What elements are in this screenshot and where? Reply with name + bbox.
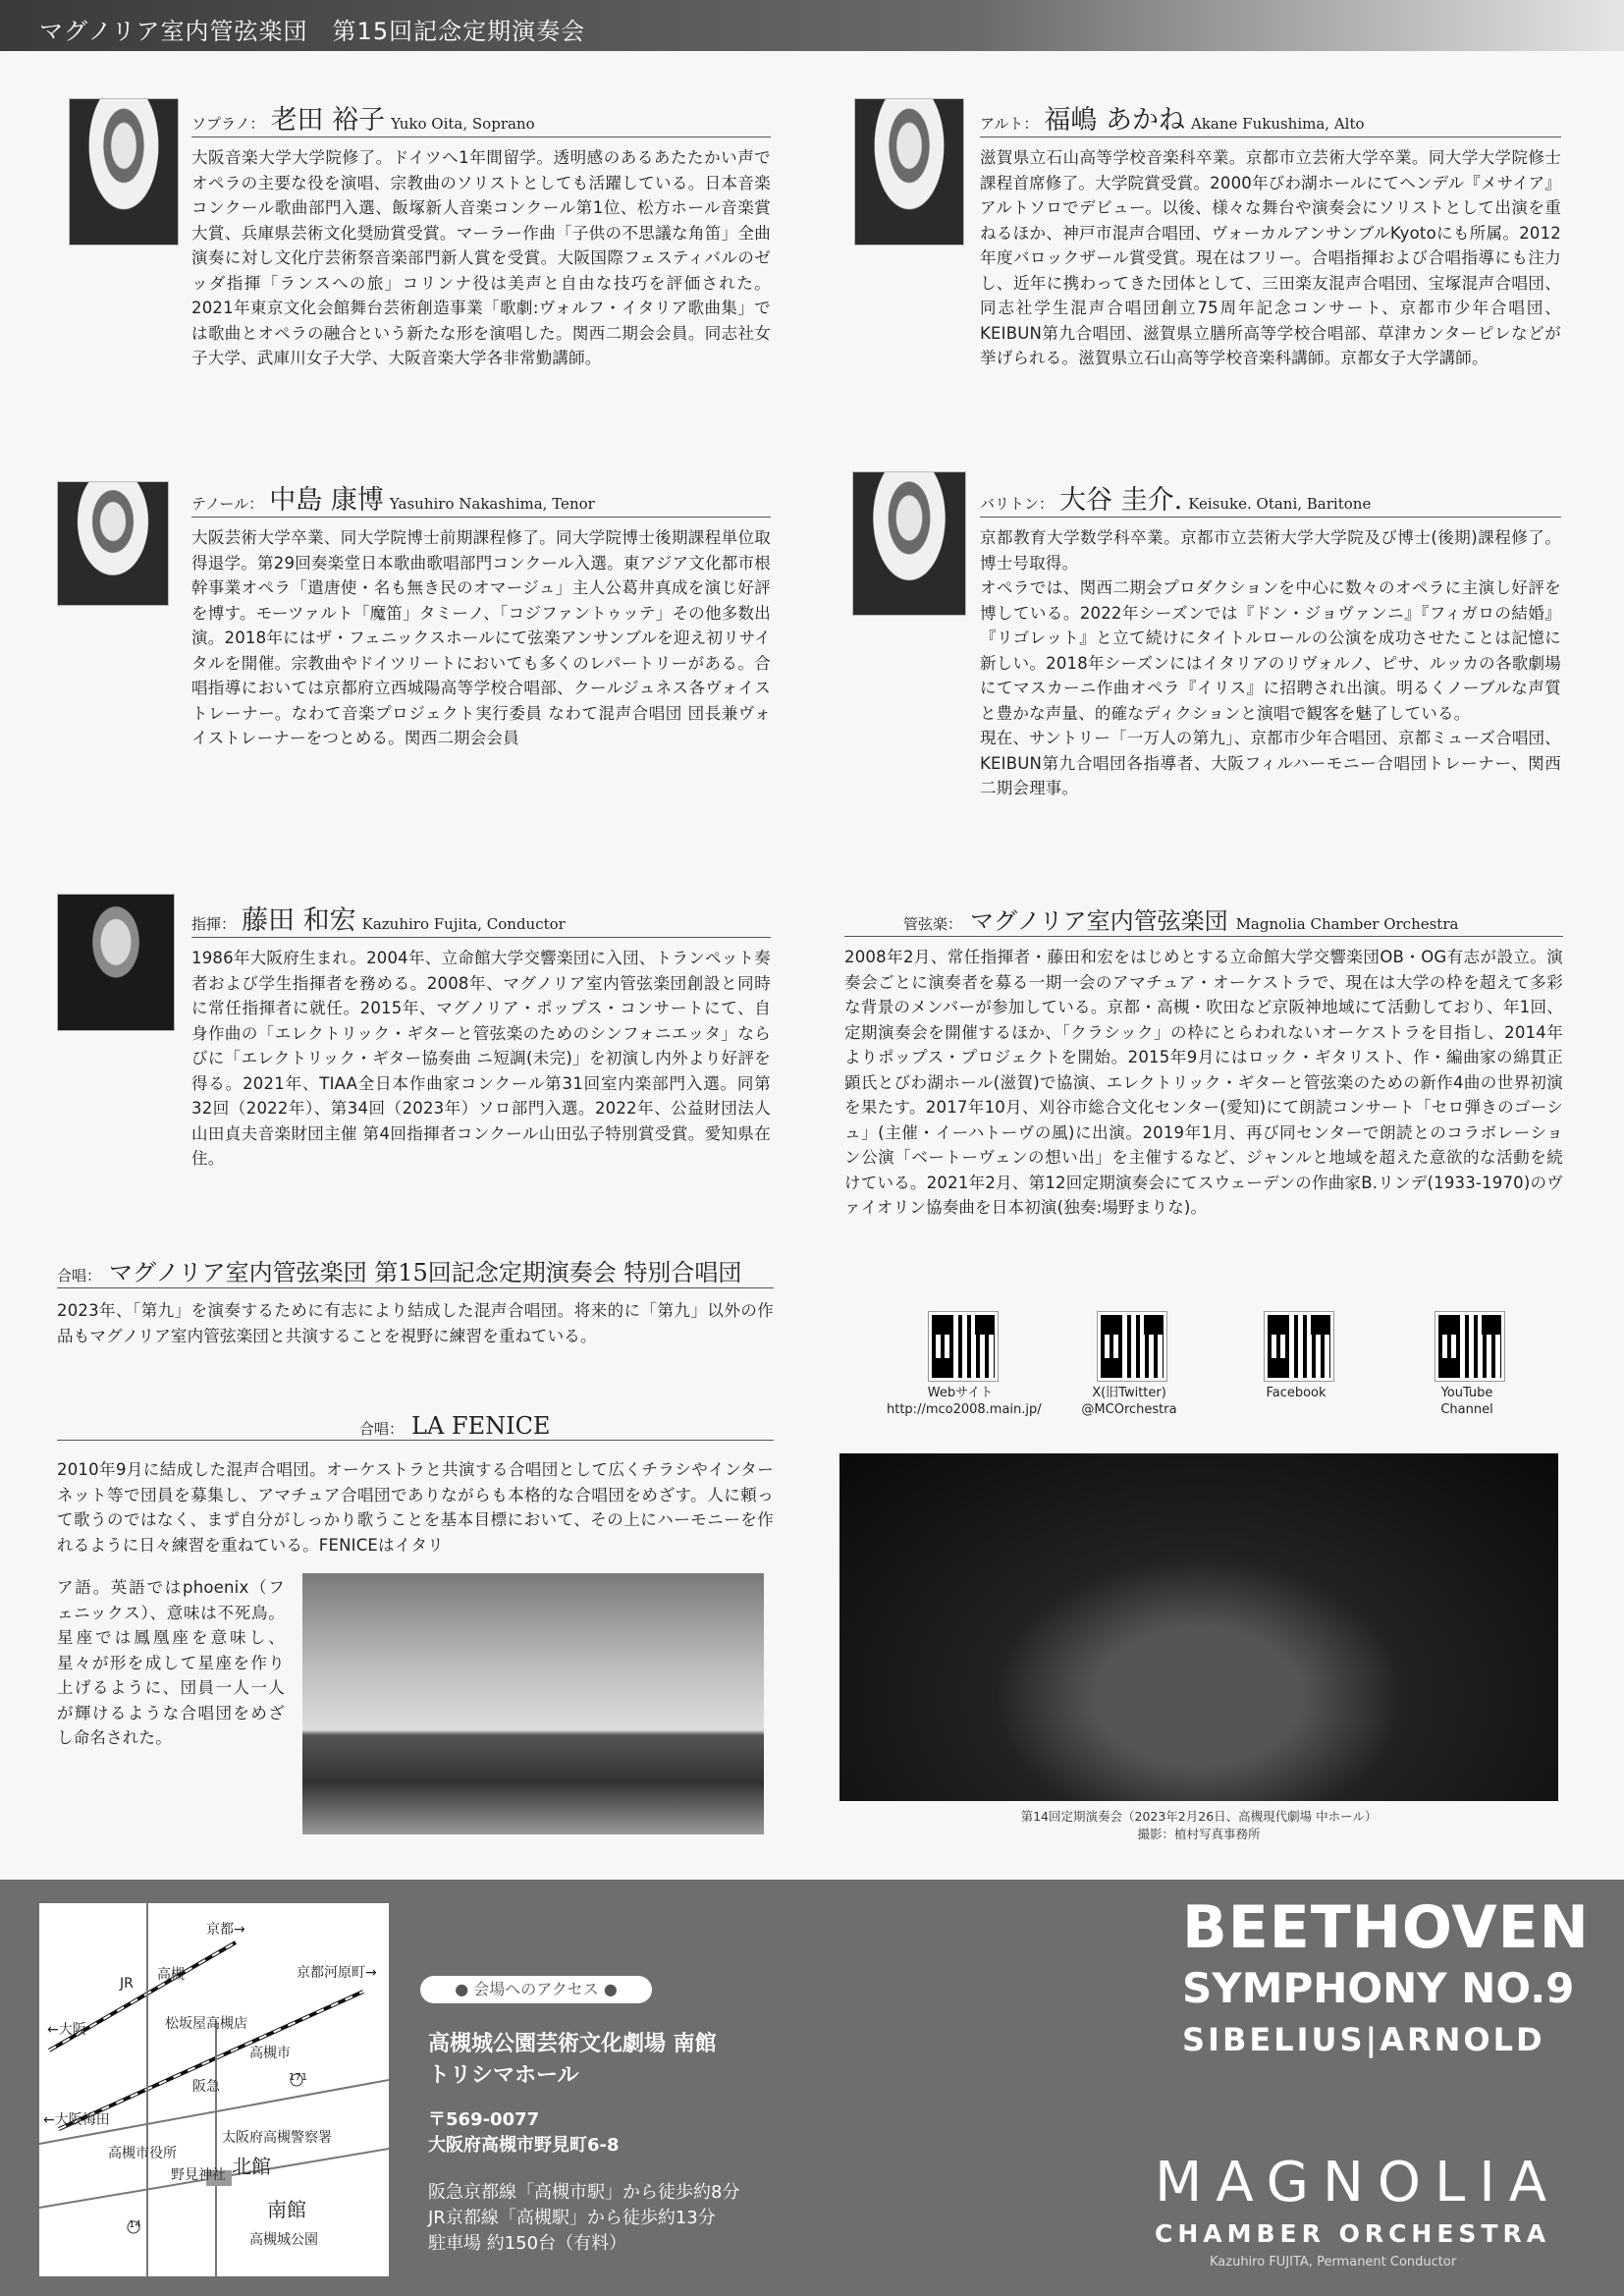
map-label-hankyu: 阪急 [192,2079,220,2095]
qr-label-youtube [1393,1385,1541,1418]
logo-conductor: Kazuhiro FUJITA, Permanent Conductor [1210,2255,1457,2269]
map-label-14: 14 [129,2219,141,2230]
alto-text: 滋賀県立石山高等学校音楽科卒業。京都市立芸術大学卒業。同大学大学院修士課程首席修了。大学院賞受賞。2000年びわ湖ホールにてヘンデル『メサイア』アルトソロでデビュー。以後、様々な舞台や演奏会にソリストとして出演を重ねるほか、神戸市混声合唱団、ヴォーカルアンサンブルKyotoにも所属。2012年度バロックザール賞受賞。現在はフリー。合唱指揮および合唱指導にも注力し、近年に携わってきた団体として、三田楽友混声合唱団、宝塚混声合唱団、同志社学生混声合唱団創立75周年記念コンサート、京都市少年合唱団、KEIBUN第九合唱団、滋賀県立膳所高等学校合唱部、草津カンターピレなどが挙げられる。滋賀県立石山高等学校音楽科講師。京都女子大学講師。 [980,148,1561,367]
orchestra-name-en: Magnolia Chamber Orchestra [1235,915,1459,933]
soprano-text: 大阪音楽大学大学院修了。ドイツへ1年間留学。透明感のあるあたたかい声でオペラの主要な役を演唱、宗教曲のソリストとしても活躍している。日本音楽コンクール歌曲部門入選、飯塚新人音楽コンクール第1位、松方ホール音楽賞大賞、兵庫県芸術文化奨励賞受賞。マーラー作曲「子供の不思議な角笛」全曲演奏に対し文化庁芸術祭音楽部門新人賞を受賞。大阪国際フェスティバルのゼッダ指揮「ランスへの旅」コリンナ役は美声と自由な技巧を評価された。2021年東京文化会館舞台芸術創造事業「歌劇:ヴォルフ・イタリア歌曲集」では歌曲とオペラの融合という新たな形を演唱した。関西二期会会員。同志社女子大学、武庫川女子大学、大阪音楽大学各非常勤講師。 [191,148,771,367]
soprano-name-en: Yuko Oita, Soprano [391,115,535,133]
qr-label-facebook [1222,1385,1370,1401]
tenor-role: テノール： [191,495,264,513]
qr-label-youtube-1: YouTube [1440,1386,1493,1400]
map-label-takatsukishi: 高槻市 [249,2046,291,2061]
orchestra-heading [844,902,1563,937]
baritone-photo [852,471,966,616]
qr-label-website [887,1385,1042,1418]
baritone-bio [980,478,1561,801]
map-label-171: 171 [289,2072,308,2083]
conductor-photo [57,894,175,1031]
baritone-text-3: 現在、サントリー「一万人の第九」、京都市少年合唱団、京都ミューズ合唱団、KEIBUN第九合唱団各指導者、大阪フィルハーモニー合唱団トレーナー、関西二期会理事。 [980,729,1561,797]
venue-name-1: 高槻城公園芸術文化劇場 南館 [428,2032,717,2056]
alto-name: 福嶋 あかね [1044,105,1185,136]
tenor-text: 大阪芸術大学卒業、同大学院博士前期課程修了。同大学院博士後期課程単位取得退学。第29回奏楽堂日本歌曲歌唱部門コンクール入選。東アジア文化都市根幹事業オペラ「遣唐使・名も無き民のオマージュ」主人公葛井真成を演じ好評を博す。モーツァルト「魔笛」タミーノ、「コジファントゥッテ」その他多数出演。2018年にはザ・フェニックスホールにて弦楽アンサンブルを迎え初リサイタルを開催。宗教曲やドイツリートにおいても多くのレパートリーがある。合唱指導においては京都府立西城陽高等学校合唱部、クールジュネス各ヴォイストレーナー。なわて音楽プロジェクト実行委員 なわて混声合唱団 団長兼ヴォイストレーナーをつとめる。関西二期会会員 [191,528,771,747]
header-title: マグノリア室内管弦楽団 第15回記念定期演奏会 [39,18,586,45]
soprano-name: 老田 裕子 [270,105,386,136]
map-label-south-hall: 南館 [267,2198,306,2221]
qr-code-x[interactable] [1098,1312,1166,1381]
baritone-name-en: Keisuke. Otani, Baritone [1188,495,1372,513]
choir-photo [302,1573,764,1834]
soprano-heading [191,98,771,137]
program-line-1: BEETHOVEN [1182,1893,1590,1962]
qr-label-x-2: @MCOrchestra [1081,1402,1177,1417]
map-label-castle-park: 高槻城公園 [249,2232,318,2248]
route-jr: JR京都線「高槻駅」から徒歩約13分 [428,2208,716,2228]
access-pill: ● 会場へのアクセス ● [420,1976,652,2003]
chorus2-text-2: ア語。英語ではphoenix（フェニックス）、意味は不死鳥。星座では鳳凰座を意味し、星々が形を成して星座を作り上げるように、団員一人一人が輝けるような合唱団をめざし命名された。 [57,1578,285,1747]
qr-code-youtube[interactable] [1435,1312,1504,1381]
conductor-role: 指揮： [191,915,237,933]
conductor-bio [191,899,771,1172]
orchestra-name: マグノリア室内管弦楽団 [970,907,1228,935]
photo-caption-1: 第14回定期演奏会（2023年2月26日、高槻現代劇場 中ホール） [1020,1809,1378,1824]
conductor-heading [191,899,771,938]
logo-chamber-orchestra: CHAMBER ORCHESTRA [1155,2219,1551,2248]
concert-photo [839,1453,1558,1801]
qr-label-x [1056,1385,1203,1418]
map-label-north-hall: 北館 [232,2155,271,2178]
qr-label-facebook-1: Facebook [1266,1386,1326,1400]
baritone-heading [980,478,1561,518]
baritone-text-1: 京都教育大学数学科卒業。京都市立芸術大学大学院及び博士(後期)課程修了。博士号取得。 [980,528,1561,573]
tenor-heading [191,478,771,518]
alto-role: アルト： [980,115,1039,133]
alto-bio [980,98,1561,371]
tenor-photo [57,481,169,606]
qr-code-website[interactable] [929,1312,998,1381]
conductor-text: 1986年大阪府生まれ。2004年、立命館大学交響楽団に入団、トランペット奏者および学生指揮者を務める。2008年、マグノリア室内管弦楽団創設と同時に常任指揮者に就任。2015年、マグノリア・ポップス・コンサートにて、自身作曲の「エレクトリック・ギターと管弦楽のためのシンフォニエッタ」ならびに「エレクトリック・ギター協奏曲 ニ短調(未完)」を初演し内外より好評を得る。2021年、TIAA全日本作曲家コンクール第31回室内楽部門入選。同第32回（2022年）、第34回（2023年）ソロ部門入選。2022年、公益財団法人 山田貞夫音楽財団主催 第4回指揮者コンクール山田弘子特別賞受賞。愛知県在住。 [191,949,771,1168]
access-map [39,1903,389,2276]
map-label-jr: JR [120,1976,134,1992]
chorus2-text-1: 2010年9月に結成した混声合唱団。オーケストラと共演する合唱団として広くチラシやインターネット等で団員を募集し、アマチュア合唱団でありながらも本格的な合唱団をめざす。人に頼って歌うのではなく、まず自分がしっかり歌うことを基本目標において、その上にハーモニーを作れるように日々練習を重ねている。FENICEはイタリ [57,1460,774,1555]
map-label-takatsuki: 高槻 [157,1967,185,1983]
logo-magnolia: MAGNOLIA [1155,2151,1561,2214]
soprano-role: ソプラノ： [191,115,265,133]
alto-photo [854,98,964,246]
alto-heading [980,98,1561,137]
tenor-bio [191,478,771,751]
baritone-text-2: オペラでは、関西二期会プロダクションを中心に数々のオペラに主演し好評を博している。2022年シーズンでは『ドン・ジョヴァンニ』『フィガロの結婚』『リゴレット』と立て続けにタイトルロールの公演を成功させたことは記憶に新しい。2018年シーズンにはイタリアのリヴォルノ、ピサ、ルッカの各歌劇場にてマスカーニ作曲オペラ『イリス』に招聘され出演。明るくノーブルな声質と豊かな声量、的確なディクションと演唱で観客を魅了している。 [980,578,1561,723]
map-label-matsuzakaya: 松坂屋高槻店 [165,2016,247,2032]
header-bar [0,0,1624,51]
photo-caption [839,1807,1558,1842]
baritone-role: バリトン： [980,495,1055,513]
qr-label-x-1: X(旧Twitter) [1092,1386,1166,1400]
venue-address: 大阪府高槻市野見町6-8 [428,2135,620,2156]
map-label-city-hall: 高槻市役所 [108,2146,177,2161]
map-label-osaka: ←大阪 [47,2022,86,2038]
map-label-police: 太阪府高槻警察署 [222,2130,332,2146]
alto-name-en: Akane Fukushima, Alto [1191,115,1365,133]
baritone-name: 大谷 圭介. [1059,485,1183,516]
chorus1-name: マグノリア室内管弦楽団 第15回記念定期演奏会 特別合唱団 [109,1259,742,1286]
map-label-nomi-shrine: 野見神社 [171,2167,226,2183]
qr-label-youtube-2: Channel [1440,1402,1493,1417]
tenor-name-en: Yasuhiro Nakashima, Tenor [389,495,595,513]
soprano-bio [191,98,771,371]
parking-info: 駐車場 約150台（有料） [428,2233,627,2254]
chorus1-heading [57,1253,774,1288]
chorus1-text: 2023年、「第九」を演奏するために有志により結成した混声合唱団。将来的に「第九」以外の作品もマグノリア室内管弦楽団と共演することを視野に練習を重ねている。 [57,1301,774,1345]
qr-code-facebook[interactable] [1265,1312,1333,1381]
map-label-kawaramachi: 京都河原町→ [297,1965,377,1981]
conductor-name: 藤田 和宏 [242,905,356,936]
orchestra-role: 管弦楽： [903,915,963,933]
map-label-umeda: ←大阪梅田 [43,2112,110,2128]
chorus2-heading [57,1412,774,1441]
soprano-photo [69,98,179,246]
program-line-3: SIBELIUS|ARNOLD [1182,2021,1545,2058]
photo-caption-2: 撮影：植村写真事務所 [1137,1827,1261,1841]
tenor-name: 中島 康博 [269,485,384,516]
venue-zip: 〒569-0077 [428,2109,540,2130]
qr-label-website-1: Webサイト [927,1386,994,1400]
chorus2-role: 合唱： [359,1420,405,1438]
chorus1-role: 合唱： [57,1267,102,1285]
map-label-kyoto: 京都→ [206,1922,245,1938]
program-line-2: SYMPHONY NO.9 [1182,1964,1575,2012]
orchestra-text: 2008年2月、常任指揮者・藤田和宏をはじめとする立命館大学交響楽団OB・OG有志が設立。演奏会ごとに演奏者を募る一期一会のアマチュア・オーケストラで、現在は大学の枠を超えて多彩な背景のメンバーが参加している。京都・高槻・吹田など京阪神地域にて活動しており、年1回、定期演奏会を開催するほか、「クラシック」の枠にとらわれないオーケストラを目指し、2014年よりポップス・プロジェクトを開始。2015年9月にはロック・ギタリスト、作・編曲家の綿貫正顕氏とびわ湖ホール(滋賀)で協演、エレクトリック・ギターと管弦楽のための新作4曲の世界初演を果たす。2017年10月、刈谷市総合文化センター(愛知)にて朗読コンサート「セロ弾きのゴーシュ」(主催・イーハトーヴの風)に出演。2019年1月、再び同センターで朗読とのコラボレーション公演「ベートーヴェンの想い出」を主催するなど、ジャンルと地域を超えた意欲的な活動を続けている。2021年2月、第12回定期演奏会にてスウェーデンの作曲家B.リンデ(1933-1970)のヴァイオリン協奏曲を日本初演(独奏:場野まりな)。 [844,948,1563,1217]
qr-label-website-2: http://mco2008.main.jp/ [887,1402,1042,1417]
conductor-name-en: Kazuhiro Fujita, Conductor [361,915,566,933]
chorus2-name: LA FENICE [411,1412,551,1440]
venue-name-2: トリシマホール [428,2063,579,2088]
route-hankyu: 阪急京都線「高槻市駅」から徒歩約8分 [428,2182,740,2203]
